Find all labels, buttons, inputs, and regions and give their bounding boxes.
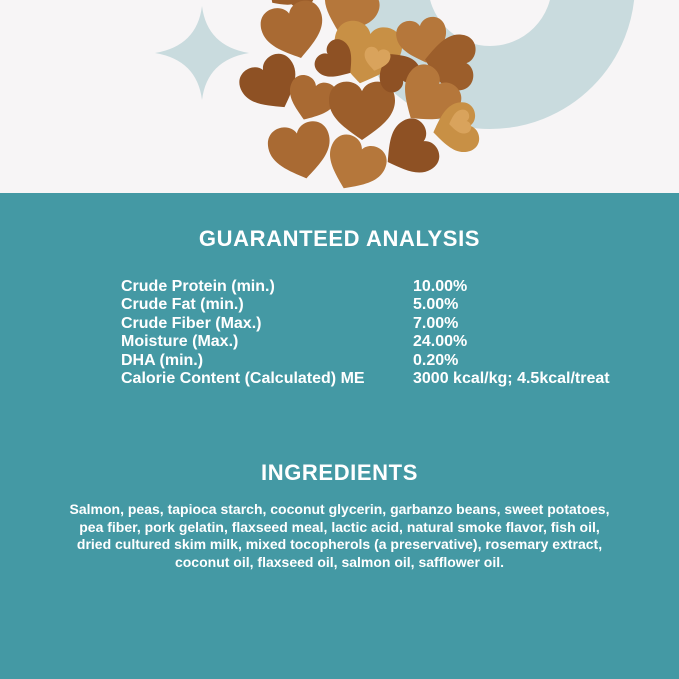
- analysis-value: 7.00%: [413, 314, 459, 332]
- analysis-row: [121, 296, 610, 314]
- analysis-value: 24.00%: [413, 333, 468, 351]
- analysis-label: Crude Fiber (Max.): [121, 314, 262, 332]
- analysis-label: Moisture (Max.): [121, 333, 239, 351]
- hero-section: [0, 0, 679, 193]
- analysis-row: [121, 333, 610, 351]
- guaranteed-analysis-table: [121, 278, 610, 388]
- analysis-label: Crude Fat (min.): [121, 296, 244, 314]
- analysis-row: [121, 315, 610, 333]
- analysis-label: DHA (min.): [121, 351, 204, 369]
- analysis-row: [121, 352, 610, 370]
- analysis-row: [121, 370, 610, 388]
- ingredients-text: Salmon, peas, tapioca starch, coconut glycerin, garbanzo beans, sweet potatoes, pea fiber, pork gelatin, flaxseed meal, lactic acid, natural smoke flavor, fish oil, dried cultured skim milk, mixed tocopherols (a preservative), rosemary extract, coconut oil, flaxseed oil, salmon oil, safflower oil.: [69, 501, 610, 570]
- ingredients-title: INGREDIENTS: [261, 460, 418, 485]
- analysis-row: [121, 278, 610, 296]
- analysis-value: 5.00%: [413, 296, 459, 314]
- product-photo-treats: [225, 0, 515, 193]
- analysis-value: 3000 kcal/kg; 4.5kcal/treat: [413, 370, 610, 388]
- treat-heart-cluster: [234, 0, 482, 193]
- guaranteed-analysis-title: GUARANTEED ANALYSIS: [198, 226, 481, 251]
- analysis-label: Calorie Content (Calculated) ME: [121, 370, 365, 388]
- analysis-value: 0.20%: [413, 351, 459, 369]
- analysis-label: Crude Protein (min.): [121, 278, 275, 295]
- info-panel: [0, 193, 679, 679]
- analysis-value: 10.00%: [413, 278, 468, 295]
